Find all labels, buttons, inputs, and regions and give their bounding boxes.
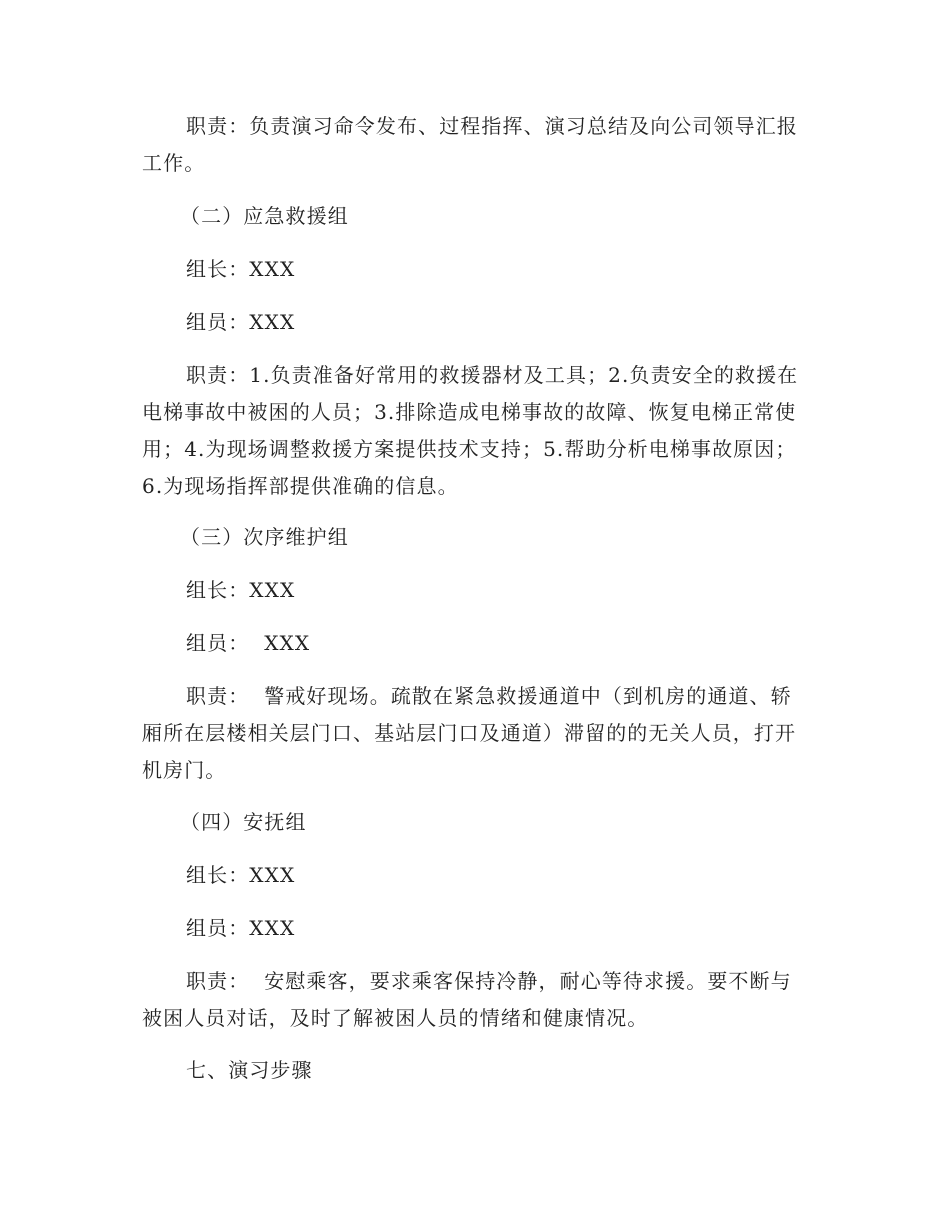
heading-rescue-group: （二）应急救援组 [180,204,349,228]
heading-order-group: （三）次序维护组 [180,525,349,549]
paragraph-order-members: 组员： XXX [186,631,311,655]
paragraph-comfort-leader: 组长：XXX [186,863,296,887]
heading-comfort-group: （四）安抚组 [180,810,307,834]
paragraph-command-duties: 职责：负责演习命令发布、过程指挥、演习总结及向公司领导汇报工作。 [142,114,798,175]
paragraph-rescue-members: 组员：XXX [186,310,296,334]
heading-drill-steps: 七、演习步骤 [186,1058,313,1082]
paragraph-order-leader: 组长：XXX [186,578,296,602]
paragraph-rescue-duties: 职责：1.负责准备好常用的救援器材及工具；2.负责安全的救援在电梯事故中被困的人员；3.排除造成电梯事故的故障、恢复电梯正常使用；4.为现场调整救援方案提供技术支持；5.帮助分析电梯事故原因；6.为现场指挥部提供准确的信息。 [142,363,799,498]
paragraph-comfort-members: 组员：XXX [186,916,296,940]
paragraph-rescue-leader: 组长：XXX [186,257,296,281]
paragraph-comfort-duties: 职责： 安慰乘客，要求乘客保持冷静，耐心等待求援。要不断与被困人员对话，及时了解被困人员的情绪和健康情况。 [142,969,792,1030]
paragraph-order-duties: 职责： 警戒好现场。疏散在紧急救援通道中（到机房的通道、轿厢所在层楼相关层门口、基站层门口及通道）滞留的的无关人员，打开机房门。 [142,684,797,782]
